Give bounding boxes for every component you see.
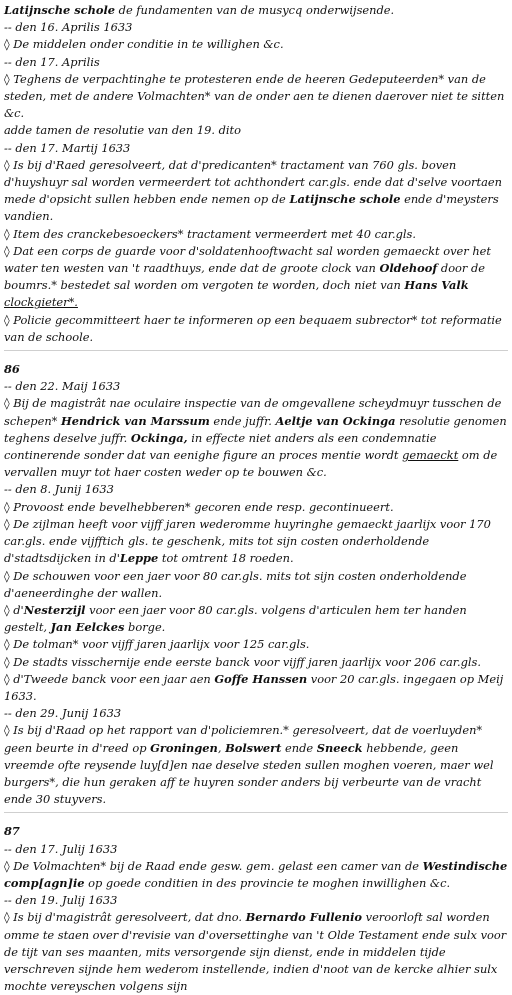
entry-text: -- den 8. Junij 1633 <box>4 482 114 497</box>
emphasized-name: Groningen <box>150 740 218 755</box>
entry-line <box>4 602 508 636</box>
entry-text: om de vervallen muyr tot haer costen weder op te bouwen &c. <box>4 448 498 480</box>
emphasized-name: Goffe Hanssen <box>214 671 308 686</box>
entry-text: ◊ Item des cranckebesoeckers* tractament vermeerdert met 40 car.gls. <box>4 226 416 241</box>
entry-text: -- den 17. Julij 1633 <box>4 841 118 856</box>
emphasized-name: Hendrick van Marssum <box>61 413 210 428</box>
entry-text: -- den 29. Junij 1633 <box>4 706 122 721</box>
entry-line <box>4 312 508 346</box>
entry-text: resolutie genomen teghens deselve juffr. <box>4 413 507 445</box>
emphasized-name: Bernardo Fullenio <box>245 910 363 925</box>
entry-text: ende <box>281 740 317 755</box>
entry-text: op goede conditien in des provincie te moghen inwillighen &c. <box>84 875 451 890</box>
entry-text: gemaeckt <box>402 448 459 463</box>
section-divider <box>4 812 508 813</box>
emphasized-name: Oldehoof <box>379 261 438 276</box>
section-divider <box>4 350 508 351</box>
entry-line <box>4 705 508 722</box>
entry-text: ◊ Policie gecommitteert haer te informeren op een bequaem subrector* tot reformatie van de schoole. <box>4 312 502 344</box>
entry-line <box>4 243 508 312</box>
entry-line <box>4 636 508 653</box>
entry-text: ◊ Is bij d'magistrât geresolveert, dat dno. <box>4 910 246 925</box>
emphasized-name: Ockinga, <box>130 430 188 445</box>
entry-text: , <box>217 740 226 755</box>
entry-line <box>4 71 508 123</box>
entry-line <box>4 858 508 892</box>
section-number: 87 <box>4 824 20 839</box>
entry-text: -- den 19. Julij 1633 <box>4 893 118 908</box>
entry-text: ◊ De middelen onder conditie in te willighen &c. <box>4 37 284 52</box>
entry-text: ◊ Dat een corps de guarde voor d'soldatenhooftwacht sal worden gemaeckt over het water ten westen van 't raadthuys, ende dat de groote clock van <box>4 243 491 276</box>
entry-line <box>4 892 508 909</box>
entry-line <box>4 516 508 568</box>
entry-line <box>4 19 508 36</box>
emphasized-name: Latijnsche schole <box>289 192 401 207</box>
entry-text: ◊ Bij de magistrât nae oculaire inspectie van de omgevallene scheydmuyr tusschen de schepen* <box>4 396 502 428</box>
emphasized-name: Hans Valk <box>404 278 469 293</box>
entry-text: ende d'meysters vandien. <box>4 192 499 224</box>
entry-text: voor 20 car.gls. ingegaen op Meij 1633. <box>4 671 504 703</box>
entry-text: ◊ d'Tweede banck voor een jaar aen <box>4 671 215 686</box>
emphasized-name: Westindische comp[agn]ie <box>4 858 508 890</box>
entry-line <box>4 499 508 516</box>
entry-line <box>4 909 508 995</box>
entry-line <box>4 157 508 226</box>
emphasized-name: Bolswert <box>225 740 282 755</box>
entry-line <box>4 568 508 602</box>
entry-text: ◊ De schouwen voor een jaer voor 80 car.gls. mits tot sijn costen onderholdende d'aeneerdinghe der wallen. <box>4 568 467 600</box>
entry-text: veroorloft sal worden omme te staen over d'revisie van d'oversettinghe van 't Olde Testament ende sulx voor de tijt van ses maanten, mits versorgende sijn dienst, ende in middelen tijde verschreven sijnde hem wederom instellende, indien d'noot van de kercke alhier sulx mochte vereyschen volgens sijn <box>4 910 507 994</box>
entry-text: ◊ Teghens de verpachtinghe te protesteren ende de heeren Gedeputeerden* van de steden, met de andere Volmachten* van de onder aen te dienen daerover niet te sitten &c. <box>4 71 505 121</box>
entry-line <box>4 36 508 53</box>
entry-text: hebbende, geen vreemde ofte reysende luy[d]en nae deselve steden sullen moghen voeren, maer wel burgers*, die hun geraken aff te huyren sonder anders bij verbeurte van de vracht ende 30 stuyvers. <box>4 740 494 807</box>
emphasized-name: Latijnsche schole <box>4 3 116 17</box>
entry-text: ◊ Is bij d'Raad op het rapport van d'policiemren.* geresolveert, dat de voerluyden* geen beurte in d'reed op <box>4 723 483 755</box>
entry-line <box>4 654 508 671</box>
entry-text: -- den 17. Martij 1633 <box>4 140 131 155</box>
entry-text: ◊ d' <box>4 602 24 617</box>
emphasized-name: Sneeck <box>316 740 363 755</box>
emphasized-name: Leppe <box>119 551 159 566</box>
entry-text: de fundamenten van de musycq onderwijsende. <box>115 3 395 17</box>
entry-line <box>4 140 508 157</box>
entry-text: ◊ De zijlman heeft voor vijff jaren wederomme huyringhe gemaeckt jaarlijx voor 170 car.gls. ende vijfftich gls. te geschenk, mits tot sijn costen onderholdende d'stadtsdijcken in d' <box>4 516 491 566</box>
entry-line <box>4 54 508 71</box>
emphasized-name: Nesterzijl <box>23 602 86 617</box>
entry-text: ende juffr. <box>209 413 276 428</box>
entry-text: tot omtrent 18 roeden. <box>158 551 294 566</box>
entry-line <box>4 2 508 19</box>
entry-line <box>4 481 508 498</box>
entry-line <box>4 722 508 808</box>
entry-line <box>4 395 508 481</box>
entry-line <box>4 122 508 139</box>
entry-text: clockgieter*. <box>4 295 78 310</box>
entry-text: -- den 16. Aprilis 1633 <box>4 20 133 35</box>
entry-line <box>4 378 508 395</box>
entry-text: -- den 22. Maij 1633 <box>4 379 121 394</box>
emphasized-name: Aeltje van Ockinga <box>275 413 396 428</box>
entry-text: voor een jaer voor 80 car.gls. volgens d'articulen hem ter handen gestelt, <box>4 602 467 635</box>
entry-text: -- den 17. Aprilis <box>4 54 100 69</box>
entry-text: ◊ Is bij d'Raed geresolveert, dat d'predicanten* tractament van 760 gls. boven d'huyshuyr sal worden vermeerdert tot achthondert car.gls. ende dat d'selve voortaen mede d'opsicht sullen hebben ende nemen op de <box>4 157 502 207</box>
entry-text: adde tamen de resolutie van den 19. dito <box>4 123 241 138</box>
entry-text: door de boumrs.* bestedet sal worden om vergoten te worden, doch niet van <box>4 261 486 293</box>
entry-text: in effecte niet anders als een condemnatie continerende sonder dat van eenighe figure an proces mentie wordt <box>4 430 437 463</box>
entry-line <box>4 841 508 858</box>
entry-line <box>4 671 508 705</box>
entry-text: ◊ De stadts visschernije ende eerste banck voor vijff jaren jaarlijx voor 206 car.gls. <box>4 654 481 669</box>
entry-line <box>4 226 508 243</box>
section-number: 86 <box>4 362 20 377</box>
entry-text: ◊ De Volmachten* bij de Raad ende gesw. gem. gelast een camer van de <box>4 858 423 873</box>
entry-text: ◊ De tolman* voor vijff jaren jaarlijx voor 125 car.gls. <box>4 637 310 652</box>
entry-text: ◊ Provoost ende bevelhebberen* gecoren ende resp. gecontinueert. <box>4 499 394 514</box>
entry-text: borge. <box>124 620 166 635</box>
emphasized-name: Jan Eelckes <box>50 620 125 635</box>
